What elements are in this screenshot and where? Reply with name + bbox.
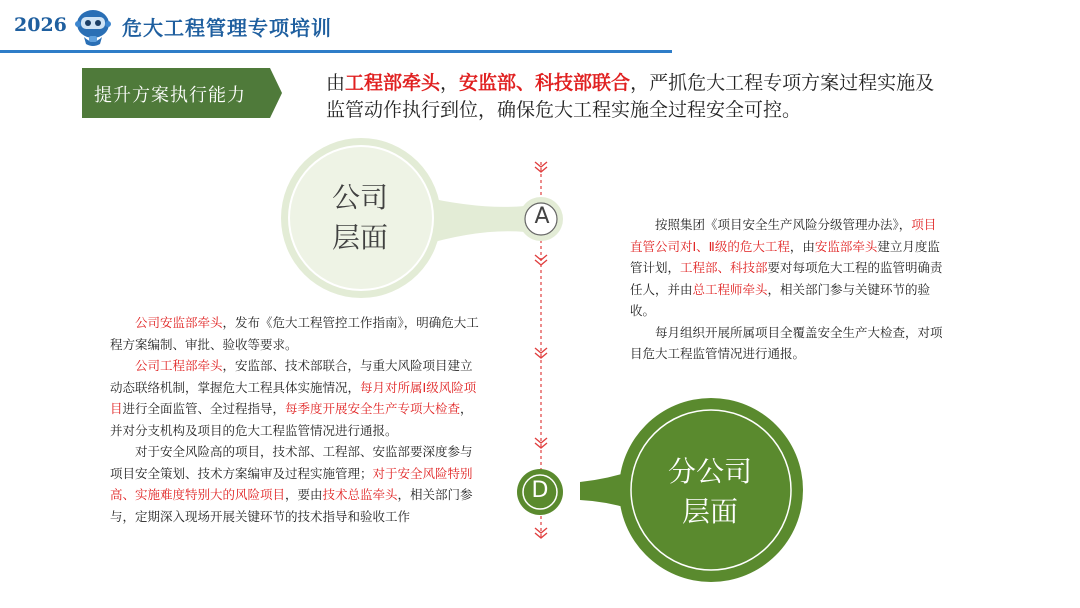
- tag-label: 提升方案执行能力: [94, 85, 246, 106]
- text-run: 进行全面监管、全过程指导，: [122, 401, 286, 416]
- text-run: ，要由: [285, 487, 323, 502]
- page-title: 危大工程管理专项培训: [122, 16, 332, 40]
- company-label-line: 公司: [331, 181, 388, 214]
- highlight-run: 每月对所属Ⅰ级风险项目: [110, 379, 477, 416]
- text-run: ，并对分支机构及项目的危大工程监管情况进行通报。: [110, 401, 473, 438]
- text-run: ，相关部门参与，定期深入现场开展关键环节的技术指导和验收工作: [110, 487, 473, 524]
- highlight-run: 项目直管公司对Ⅰ、Ⅱ级的危大工程: [630, 217, 937, 254]
- highlight-run: 公司工程部牵头: [135, 358, 223, 373]
- highlight-run: 公司安监部牵头: [135, 315, 223, 330]
- text-run: 要对每项危大工程的监管明确责任人，并由: [630, 260, 943, 297]
- paragraph: [110, 312, 484, 355]
- text-run: 按照集团《项目安全生产风险分级管理办法》，: [655, 217, 912, 232]
- intro-part: 由: [326, 72, 346, 94]
- branch-label-line: 分公司: [667, 455, 752, 488]
- intro-highlight: 工程部牵头: [345, 72, 441, 94]
- paragraph: [110, 441, 484, 527]
- year-label: 2026: [14, 14, 67, 36]
- paragraph: [110, 355, 484, 441]
- company-label-line: 层面: [331, 221, 388, 254]
- highlight-run: 安监部牵头: [814, 238, 878, 254]
- text-run: ，相关部门参与关键环节的验收。: [630, 281, 931, 318]
- paragraph: 每月组织开展所属项目全覆盖安全生产大检查，对项目危大工程监管情况进行通报。: [630, 324, 943, 361]
- intro-highlight: 安监部、科技部联合: [459, 72, 631, 94]
- highlight-run: 每季度开展安全生产专项大检查: [285, 401, 461, 416]
- highlight-run: 工程部、科技部: [680, 260, 768, 275]
- highlight-run: 对于安全风险特别高、实施难度特别大的风险项目: [110, 465, 473, 502]
- intro-part: ，严抓危大工程专项方案过程实施及监管动作执行到位，确保危大工程实施全过程安全可控。: [326, 72, 935, 121]
- branch-level-label: [655, 452, 765, 532]
- branch-level-description: [110, 312, 484, 527]
- highlight-run: 总工程师牵头: [692, 281, 768, 297]
- company-level-description: [630, 214, 948, 365]
- text-run: ，由: [789, 238, 815, 254]
- intro-part: ，: [440, 72, 460, 94]
- paragraph: [630, 214, 948, 322]
- marker-d: D: [531, 478, 549, 503]
- highlight-run: 技术总监牵头: [322, 487, 398, 502]
- text-run: 对于安全风险高的项目，技术部、工程部、安监部要深度参与项目安全策划、技术方案编审及过程实施管理；: [110, 444, 473, 481]
- text-run: ，发布《危大工程管控工作指南》，明确危大工程方案编制、审批、验收等要求。: [110, 315, 479, 352]
- text-run: ，安监部、技术部联合，与重大风险项目建立动态联络机制，掌握危大工程具体实施情况，: [110, 358, 473, 395]
- marker-a: A: [534, 204, 550, 229]
- branch-label-line: 层面: [681, 495, 738, 528]
- text-run: 建立月度监管计划，: [630, 238, 940, 275]
- company-level-label: [300, 178, 420, 258]
